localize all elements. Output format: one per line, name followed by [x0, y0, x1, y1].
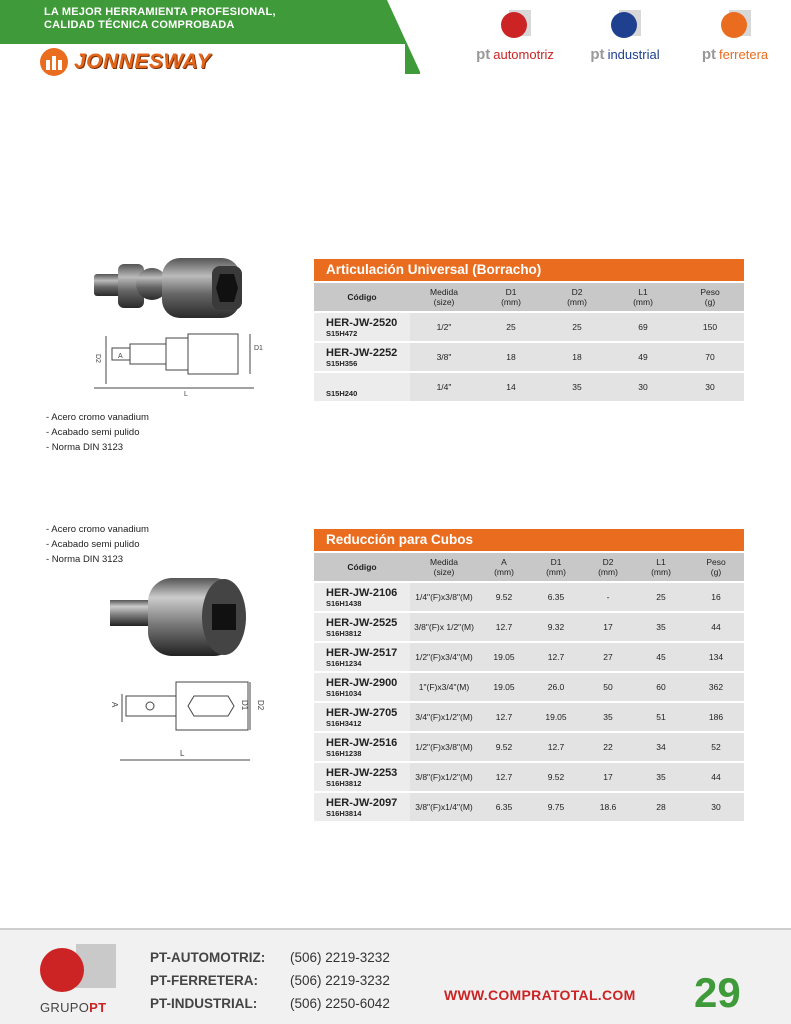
diagram-label-a: A	[118, 353, 123, 360]
spec-table	[314, 551, 744, 823]
contact-item	[150, 946, 390, 969]
code-cell: HER-JW-2516 S16H1238	[314, 733, 410, 761]
table-cell: 28	[634, 793, 688, 821]
tagline	[44, 6, 276, 32]
table-cell: 45	[634, 643, 688, 671]
table-cell: 49	[610, 343, 676, 371]
table-cell: 25	[544, 313, 610, 341]
column-header: D2 (mm)	[544, 283, 610, 311]
website-link[interactable]: WWW.COMPRATOTAL.COM	[444, 987, 636, 1003]
code-cell: HER-JW-2520 S15H472	[314, 313, 410, 341]
spec-table-socket-adapter	[314, 529, 744, 823]
table-row	[314, 343, 744, 371]
spec-table-universal-joint	[314, 259, 744, 403]
division-automotriz	[460, 10, 570, 63]
table-row	[314, 733, 744, 761]
footer	[0, 930, 791, 1024]
column-header: L1 (mm)	[610, 283, 676, 311]
tagline-line-2: CALIDAD TÉCNICA COMPROBADA	[44, 19, 235, 31]
table-cell: 12.7	[478, 763, 530, 791]
column-header: A (mm)	[478, 553, 530, 581]
column-header: D1 (mm)	[530, 553, 582, 581]
code-cell: HER-JW-2705 S16H3412	[314, 703, 410, 731]
contact-item	[150, 992, 390, 1015]
table-cell: 30	[610, 373, 676, 401]
diagram-label-l: L	[180, 749, 185, 758]
code-cell: HER-JW-2517 S16H1234	[314, 643, 410, 671]
tools-icon	[719, 10, 751, 42]
table-cell: 3/4"(F)x1/2"(M)	[410, 703, 478, 731]
division-name: industrial	[607, 47, 660, 62]
table-cell: 50	[582, 673, 634, 701]
features-list-2	[46, 522, 149, 567]
table-cell: 6.35	[478, 793, 530, 821]
table-row	[314, 673, 744, 701]
contact-item	[150, 969, 390, 992]
table-cell: 14	[478, 373, 544, 401]
table-cell: 34	[634, 733, 688, 761]
division-prefix: pt	[701, 46, 717, 63]
table-cell: 134	[688, 643, 744, 671]
feature-item: - Acabado semi pulido	[46, 427, 140, 438]
table-row	[314, 643, 744, 671]
table-cell: 3/8"	[410, 343, 478, 371]
table-cell: 186	[688, 703, 744, 731]
table-cell: 3/8"(F)x1/4"(M)	[410, 793, 478, 821]
column-header: Código	[314, 553, 410, 581]
column-header: Medida (size)	[410, 553, 478, 581]
table-cell: 12.7	[478, 613, 530, 641]
table-cell: -	[582, 583, 634, 611]
table-cell: 17	[582, 763, 634, 791]
table-cell: 9.52	[478, 733, 530, 761]
contact-label: PT-INDUSTRIAL:	[150, 996, 258, 1011]
table-cell: 18.6	[582, 793, 634, 821]
table-cell: 9.52	[530, 763, 582, 791]
diagram-label-d2: D2	[256, 700, 265, 711]
table-cell: 3/8"(F)x1/2"(M)	[410, 763, 478, 791]
table-cell: 12.7	[530, 733, 582, 761]
table-cell: 35	[634, 763, 688, 791]
feature-item: - Acero cromo vanadium	[46, 524, 149, 535]
code-cell: HER-JW-2253 S16H3812	[314, 763, 410, 791]
table-cell: 12.7	[478, 703, 530, 731]
feature-item: - Acabado semi pulido	[46, 539, 140, 550]
table-row	[314, 613, 744, 641]
table-cell: 60	[634, 673, 688, 701]
universal-joint-diagram	[84, 330, 284, 400]
diagram-label-d2: D2	[94, 354, 101, 363]
table-cell: 30	[676, 373, 744, 401]
table-cell: 362	[688, 673, 744, 701]
division-industrial	[570, 10, 680, 63]
page-number: 29	[694, 969, 741, 1016]
division-prefix: pt	[476, 46, 491, 63]
feature-item: - Acero cromo vanadium	[46, 412, 149, 423]
contact-phone[interactable]: (506) 2219-3232	[290, 973, 390, 988]
tagline-line-1: LA MEJOR HERRAMIENTA PROFESIONAL,	[44, 6, 276, 18]
feature-item: - Norma DIN 3123	[46, 554, 124, 565]
table-cell: 3/8"(F)x 1/2"(M)	[410, 613, 478, 641]
code-cell: HER-JW-2097 S16H3814	[314, 793, 410, 821]
table-header-row	[314, 283, 744, 311]
table-row	[314, 703, 744, 731]
table-cell: 27	[582, 643, 634, 671]
table-cell: 1/4"(F)x3/8"(M)	[410, 583, 478, 611]
socket-adapter-photo	[110, 572, 260, 662]
jonnesway-emblem-icon	[40, 48, 68, 76]
contact-phone[interactable]: (506) 2250-6042	[290, 996, 390, 1011]
diagram-label-a: A	[110, 702, 119, 708]
division-prefix: pt	[590, 46, 605, 63]
table-cell: 9.52	[478, 583, 530, 611]
contact-label: PT-FERRETERA:	[150, 973, 258, 988]
column-header: Código	[314, 283, 410, 311]
code-cell: HER-JW-2106 S16H1438	[314, 583, 410, 611]
column-header: Peso (g)	[676, 283, 744, 311]
table-cell: 1/2"(F)x3/4"(M)	[410, 643, 478, 671]
division-name: automotriz	[493, 47, 554, 62]
jonnesway-logo	[40, 48, 211, 76]
table-cell: 16	[688, 583, 744, 611]
column-header: D2 (mm)	[582, 553, 634, 581]
table-row	[314, 763, 744, 791]
socket-adapter-diagram	[100, 672, 270, 772]
table-cell: 1"(F)x3/4"(M)	[410, 673, 478, 701]
table-cell: 12.7	[530, 643, 582, 671]
table-cell: 22	[582, 733, 634, 761]
table-cell: 9.75	[530, 793, 582, 821]
column-header: Medida (size)	[410, 283, 478, 311]
table-row	[314, 793, 744, 821]
table-cell: 25	[634, 583, 688, 611]
table-cell: 30	[688, 793, 744, 821]
column-header: L1 (mm)	[634, 553, 688, 581]
table-cell: 19.05	[530, 703, 582, 731]
table-row	[314, 373, 744, 401]
table-cell: 19.05	[478, 643, 530, 671]
table-cell: 44	[688, 763, 744, 791]
table-cell: 35	[634, 613, 688, 641]
table-cell: 51	[634, 703, 688, 731]
column-header: D1 (mm)	[478, 283, 544, 311]
table-cell: 70	[676, 343, 744, 371]
code-cell: HER-JW-2252 S15H356	[314, 343, 410, 371]
table-cell: 1/2"	[410, 313, 478, 341]
table-row	[314, 313, 744, 341]
grupo-pt-name: GRUPOPT	[40, 1000, 107, 1015]
table-row	[314, 583, 744, 611]
contact-phone[interactable]: (506) 2219-3232	[290, 950, 390, 965]
column-header: Peso (g)	[688, 553, 744, 581]
table-cell: 1/4"	[410, 373, 478, 401]
table-header-row	[314, 553, 744, 581]
code-cell: HER-JW-2900 S16H1034	[314, 673, 410, 701]
table-cell: 1/2"(F)x3/8"(M)	[410, 733, 478, 761]
table-cell: 35	[544, 373, 610, 401]
division-ferretera	[680, 10, 790, 63]
table-cell: 25	[478, 313, 544, 341]
table-title: Reducción para Cubos	[314, 529, 744, 551]
diagram-label-d1: D1	[254, 345, 263, 352]
table-cell: 150	[676, 313, 744, 341]
gear-icon	[609, 10, 641, 42]
table-cell: 9.32	[530, 613, 582, 641]
gauge-icon	[499, 10, 531, 42]
contact-list	[150, 946, 390, 1015]
table-cell: 26.0	[530, 673, 582, 701]
table-cell: 17	[582, 613, 634, 641]
table-cell: 18	[478, 343, 544, 371]
feature-item: - Norma DIN 3123	[46, 442, 124, 453]
table-cell: 35	[582, 703, 634, 731]
features-list-1	[46, 410, 149, 455]
grupo-pt-logo-icon	[40, 944, 116, 994]
diagram-label-d1: D1	[240, 700, 249, 711]
brand-name: JONNESWAY	[74, 50, 212, 73]
table-cell: 18	[544, 343, 610, 371]
contact-label: PT-AUTOMOTRIZ:	[150, 950, 266, 965]
table-cell: 44	[688, 613, 744, 641]
table-cell: 69	[610, 313, 676, 341]
code-cell: S15H240	[314, 373, 410, 401]
division-name: ferretera	[719, 47, 769, 62]
code-cell: HER-JW-2525 S16H3812	[314, 613, 410, 641]
diagram-label-l: L	[184, 391, 188, 398]
table-cell: 52	[688, 733, 744, 761]
table-cell: 19.05	[478, 673, 530, 701]
spec-table	[314, 281, 744, 403]
universal-joint-photo	[86, 248, 256, 328]
division-logos	[460, 10, 790, 63]
table-title: Articulación Universal (Borracho)	[314, 259, 744, 281]
table-cell: 6.35	[530, 583, 582, 611]
